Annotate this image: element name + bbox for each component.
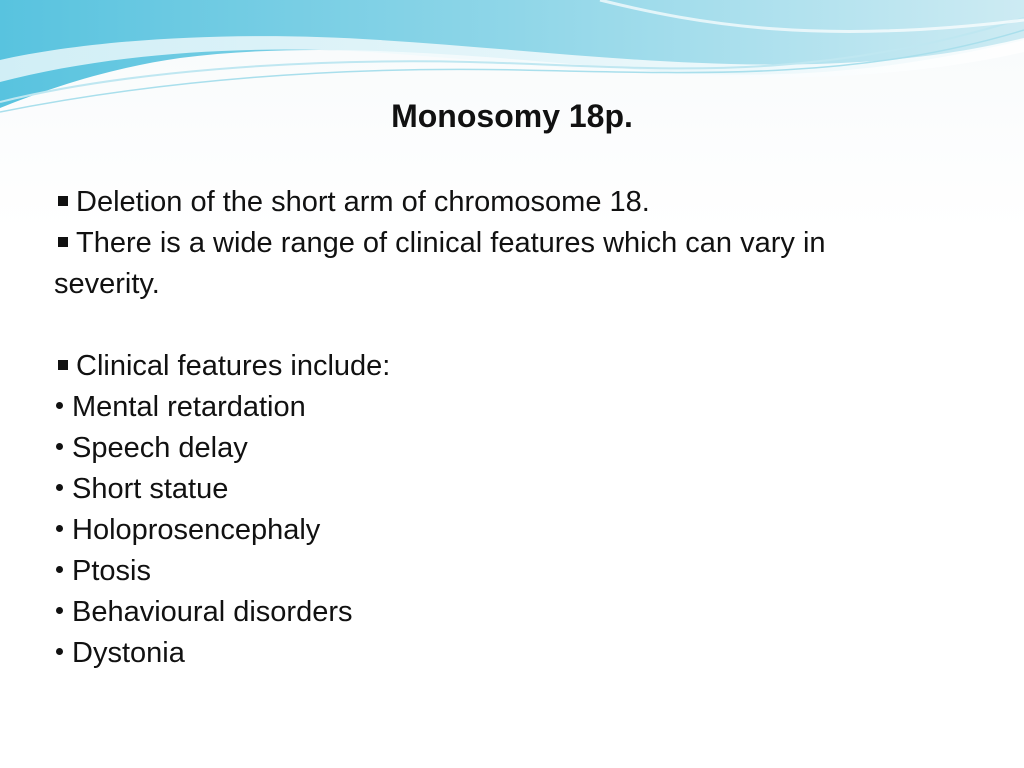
bullet-clinical-features xyxy=(54,346,914,387)
dot-bullet-icon xyxy=(56,525,63,532)
feature-text: Holoprosencephaly xyxy=(72,514,321,546)
feature-text: Short statue xyxy=(72,473,229,505)
feature-text: Dystonia xyxy=(72,637,185,669)
feature-text: Behavioural disorders xyxy=(72,596,353,628)
dot-bullet-icon xyxy=(56,566,63,573)
feature-item xyxy=(54,469,914,510)
square-bullet-icon xyxy=(58,237,68,247)
slide-body xyxy=(54,182,914,674)
feature-text: Ptosis xyxy=(72,555,151,587)
dot-bullet-icon xyxy=(56,443,63,450)
feature-item xyxy=(54,551,914,592)
dot-bullet-icon xyxy=(56,484,63,491)
dot-bullet-icon xyxy=(56,648,63,655)
square-bullet-icon xyxy=(58,196,68,206)
slide-title: Monosomy 18p. xyxy=(391,98,633,134)
feature-item xyxy=(54,510,914,551)
bullet-text: Deletion of the short arm of chromosome 18. xyxy=(76,186,650,218)
dot-bullet-icon xyxy=(56,402,63,409)
feature-text: Mental retardation xyxy=(72,391,306,423)
bullet-text: There is a wide range of clinical features which can vary in severity. xyxy=(54,227,826,300)
feature-item xyxy=(54,633,914,674)
spacer xyxy=(54,305,914,346)
bullet-text: Clinical features include: xyxy=(76,350,391,382)
feature-item xyxy=(54,428,914,469)
dot-bullet-icon xyxy=(56,607,63,614)
feature-text: Speech delay xyxy=(72,432,248,464)
feature-item xyxy=(54,387,914,428)
bullet-range xyxy=(54,223,914,305)
feature-item xyxy=(54,592,914,633)
square-bullet-icon xyxy=(58,360,68,370)
bullet-deletion xyxy=(54,182,914,223)
